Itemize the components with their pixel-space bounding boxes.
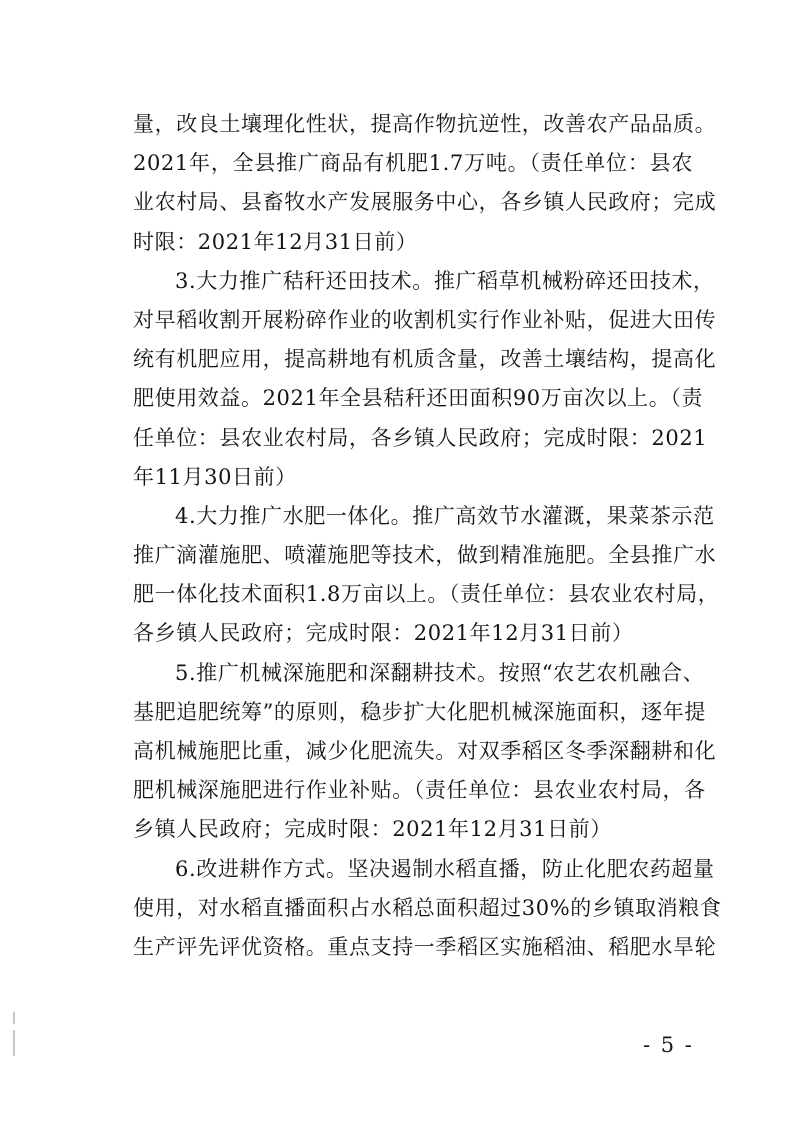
text-line: 统有机肥应用，提高耕地有机质含量，改善土壤结构，提高化: [133, 347, 717, 372]
text-line: 各乡镇人民政府；完成时限：2021年12月31日前）: [133, 621, 634, 646]
paragraph-heading-line: 5.推广机械深施肥和深翻耕技术。按照“农艺农机融合、: [175, 660, 705, 685]
text-line: 肥一体化技术面积1.8万亩以上。（责任单位：县农业农村局，: [133, 582, 720, 607]
paragraph-heading-line: 3.大力推广秸秆还田技术。推广稻草机械粉碎还田技术，: [175, 268, 715, 293]
text-line: 2021年，全县推广商品有机肥1.7万吨。（责任单位：县农: [133, 151, 693, 176]
text-line: 年11月30日前）: [133, 464, 297, 489]
text-line: 对早稻收割开展粉碎作业的收割机实行作业补贴，促进大田传: [133, 307, 717, 332]
paragraph-heading-line: 6.改进耕作方式。坚决遏制水稻直播，防止化肥农药超量: [175, 856, 715, 881]
document-body: [133, 105, 722, 967]
text-line: 业农村局、县畜牧水产发展服务中心，各乡镇人民政府；完成: [133, 190, 717, 215]
text-line: 肥机械深施肥进行作业补贴。（责任单位：县农业农村局，各: [133, 778, 706, 803]
text-line: 肥使用效益。2021年全县秸秆还田面积90万亩次以上。（责: [133, 386, 704, 411]
text-line: 推广滴灌施肥、喷灌施肥等技术，做到精准施肥。全县推广水: [133, 543, 717, 568]
text-line: 高机械施肥比重，减少化肥流失。对双季稻区冬季深翻耕和化: [133, 739, 717, 763]
paragraph-heading-line: 4.大力推广水肥一体化。推广高效节水灌溉，果菜茶示范: [175, 503, 715, 528]
scan-edge-mark: [13, 1012, 15, 1024]
page-number: - 5 -: [643, 1033, 694, 1057]
text-line: 任单位：县农业农村局，各乡镇人民政府；完成时限：2021: [133, 425, 708, 450]
text-line: 乡镇人民政府；完成时限：2021年12月31日前）: [133, 817, 612, 842]
text-line: 量，改良土壤理化性状，提高作物抗逆性，改善农产品品质。: [133, 112, 717, 136]
text-line: 使用，对水稻直播面积占水稻总面积超过30%的乡镇取消粮食: [133, 895, 722, 920]
text-line: 时限：2021年12月31日前）: [133, 229, 418, 254]
scan-edge-mark: [13, 1030, 15, 1056]
text-line: 基肥追肥统筹”的原则，稳步扩大化肥机械深施面积，逐年提: [133, 699, 706, 724]
text-line: 生产评先评优资格。重点支持一季稻区实施稻油、稻肥水旱轮: [133, 934, 717, 959]
